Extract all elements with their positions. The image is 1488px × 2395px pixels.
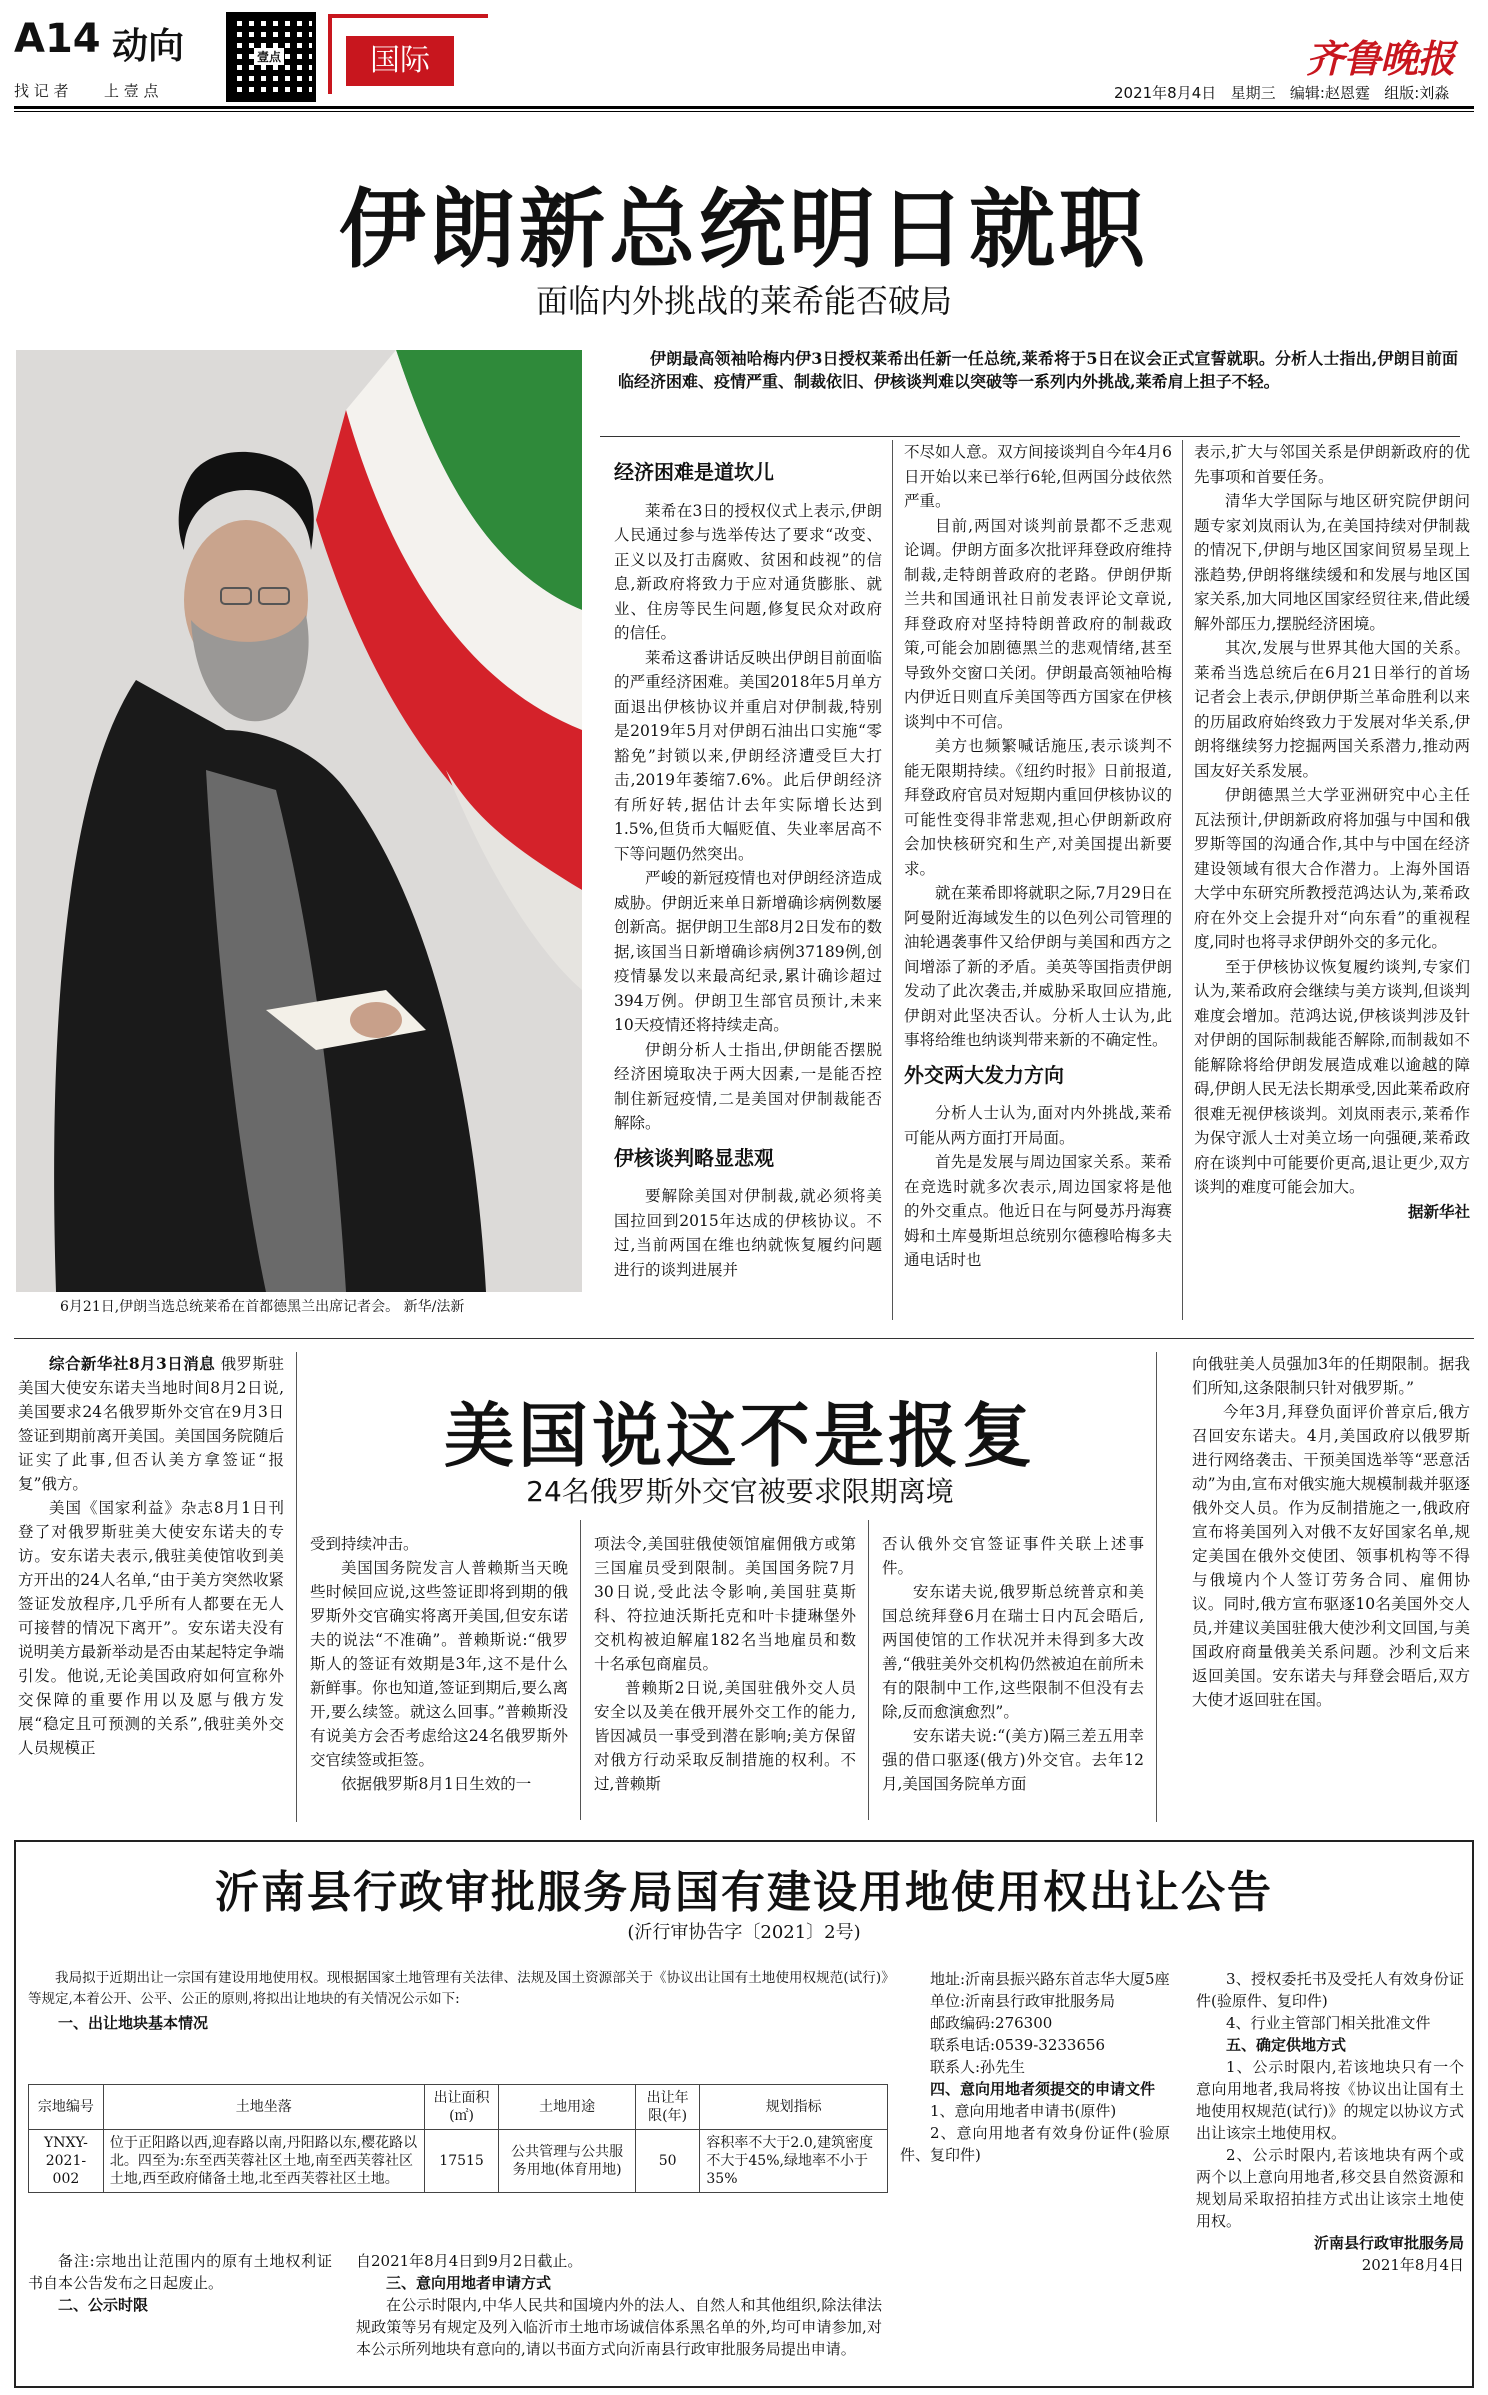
iran-column-2 [904, 440, 1172, 1273]
paragraph: 莱希这番讲话反映出伊朗目前面临的严重经济困难。美国2018年5月单方面退出伊核协议并重启对伊制裁,特别是2019年5月对伊朗石油出口实施“零豁免”封锁以来,伊朗经济遭受巨大打击,2019年萎缩7.6%。此后伊朗经济有所好转,据估计去年实际增长达到1.5%,但货币大幅贬值、失业率居高不下等问题仍然突出。 [614, 648, 882, 863]
subhead-nuclear: 伊核谈判略显悲观 [614, 1145, 774, 1170]
table-cell: 位于正阳路以西,迎春路以南,丹阳路以东,樱花路以北。四至为:东至西芙蓉社区土地,南至西芙蓉社区土地,西至政府储备土地,北至西芙蓉社区土地。 [103, 2130, 424, 2193]
paragraph: 伊朗分析人士指出,伊朗能否摆脱经济困境取决于两大因素,一是能否控制住新冠疫情,二是美国对伊制裁能否解除。 [614, 1040, 882, 1132]
notice-column-1 [28, 1968, 888, 2034]
lead-divider [600, 436, 1460, 437]
notice-item-1: 1、意向用地者申请书(原件) [930, 2102, 1117, 2120]
notice-supply-2: 2、公示时限内,若该地块有两个或两个以上意向用地者,移交县自然资源和规划局采取招拍挂方式出让该宗土地使用权。 [1196, 2146, 1464, 2230]
table-cell: 17515 [424, 2130, 499, 2193]
paragraph: 分析人士认为,面对内外挑战,莱希可能从两方面打开局面。 [904, 1104, 1172, 1147]
notice-address: 地址:沂南县振兴路东首志华大厦5座 [930, 1970, 1170, 1988]
column-divider [892, 440, 893, 1320]
iran-column-3 [1194, 440, 1470, 1224]
paragraph: 其次,发展与世界其他大国的关系。莱希当选总统后在6月21日举行的首场记者会上表示,伊朗伊斯兰革命胜利以来的历届政府始终致力于发展对华关系,伊朗将继续努力挖掘两国关系潜力,推动两国友好关系发展。 [1194, 639, 1470, 780]
paragraph: 伊朗德黑兰大学亚洲研究中心主任瓦法预计,伊朗新政府将加强与中国和俄罗斯等国的沟通合作,其中与中国在经济建设领域有很大合作潜力。上海外国语大学中东研究所教授范鸿达认为,莱希政府在外交上会提升对“向东看”的重视程度,同时也将寻求伊朗外交的多元化。 [1194, 786, 1470, 951]
notice-section-2-text: 自2021年8月4日到9月2日截止。 [356, 2252, 583, 2270]
notice-column-3 [900, 1968, 1170, 2166]
paragraph: 首先是发展与周边国家关系。莱希在竞选时就多次表示,周边国家将是他的外交重点。他近日在与阿曼苏丹海赛姆和土库曼斯坦总统别尔德穆哈梅多夫通电话时也 [904, 1153, 1172, 1269]
table-header: 出让面积(㎡) [424, 2085, 499, 2130]
column-divider [580, 1520, 581, 1820]
notice-intro: 我局拟于近期出让一宗国有建设用地使用权。现根据国家土地管理有关法律、法规及国土资源部关于《协议出让国有土地使用权规范(试行)》等规定,本着公开、公平、公正的原则,将拟出让地块的有关情况公示如下: [28, 1970, 888, 2007]
notice-note: 备注:宗地出让范围内的原有土地权利证书自本公告发布之日起废止。 [28, 2252, 332, 2292]
land-table [28, 2084, 888, 2193]
notice-section-4: 四、意向用地者须提交的申请文件 [930, 2080, 1156, 2098]
paragraph: 美国《国家利益》杂志8月1日刊登了对俄罗斯驻美大使安东诺夫的专访。安东诺夫表示,俄驻美使馆收到美方开出的24人名单,“由于美方突然收紧签证发放程序,几乎所有人都要在无人可接替的情况下离开”。安东诺夫没有说明美方最新举动是否由某起特定争端引发。他说,无论美国政府如何宣称外交保障的重要作用以及愿与俄方发展“稳定且可预测的关系”,俄驻美外交人员规模正 [18, 1499, 284, 1757]
lead-paragraph: 伊朗最高领袖哈梅内伊3日授权莱希出任新一任总统,莱希将于5日在议会正式宣誓就职。分析人士指出,伊朗目前面临经济困难、疫情严重、制裁依旧、伊核谈判难以突破等一系列内外挑战,莱希肩上担子不轻。 [618, 349, 1458, 391]
notice-item-2: 2、意向用地者有效身份证件(验原件、复印件) [900, 2124, 1170, 2164]
russia-column-2 [310, 1532, 568, 1796]
paragraph: 否认俄外交官签证事件关联上述事件。 [882, 1535, 1144, 1577]
paragraph: 今年3月,拜登负面评价普京后,俄方召回安东诺夫。4月,美国政府以俄罗斯进行网络袭击、干预美国选举等“恶意活动”为由,宣布对俄实施大规模制裁并驱逐俄外交人员。作为反制措施之一,俄政府宣布将美国列入对俄不友好国家名单,规定美国在俄外交使团、领事机构等不得与俄境内个人签订劳务合同、雇佣协议。同时,俄方宣布驱逐10名美国外交人员,并建议美国驻俄大使沙利文回国,与美国政府商量俄美关系问题。沙利文后来返回美国。安东诺夫与拜登会晤后,双方大使才返回驻在国。 [1192, 1403, 1470, 1709]
notice-item-4: 4、行业主管部门相关批准文件 [1226, 2014, 1431, 2032]
paragraph: 莱希在3日的授权仪式上表示,伊朗人民通过参与选举传达了要求“改变、正义以及打击腐败、贫困和歧视”的信息,新政府将致力于应对通货膨胀、就业、住房等民生问题,修复民众对政府的信任。 [614, 501, 882, 642]
table-row [29, 2130, 888, 2193]
russia-column-4 [882, 1532, 1144, 1796]
table-cell: 50 [635, 2130, 700, 2193]
headline-us-russia: 美国说这不是报复 [444, 1395, 1036, 1477]
notice-column-4 [1196, 1968, 1464, 2276]
paragraph: 严峻的新冠疫情也对伊朗经济造成威胁。伊朗近来单日新增确诊病例数屡创新高。据伊朗卫生部8月2日发布的数据,该国当日新增确诊病例37189例,创疫情暴发以来最高纪录,累计确诊超过394万例。伊朗卫生部官员预计,未来10天疫情还将持续走高。 [614, 869, 882, 1034]
notice-item-3: 3、授权委托书及受托人有效身份证件(验原件、复印件) [1196, 1970, 1464, 2010]
table-cell: 公共管理与公共服务用地(体育用地) [499, 2130, 635, 2193]
table-header: 土地坐落 [103, 2085, 424, 2130]
paragraph: 普赖斯2日说,美国驻俄外交人员安全以及美在俄开展外交工作的能力,皆因减员一事受到潜在影响;美方保留对俄方行动采取反制措施的权利。不过,普赖斯 [594, 1679, 856, 1793]
subhead-diplomacy: 外交两大发力方向 [904, 1062, 1064, 1087]
date-line [1114, 82, 1449, 103]
notice-section-2: 二、公示时限 [58, 2296, 149, 2314]
editor: 编辑:赵恩霆 [1289, 84, 1370, 102]
masthead-rule [14, 106, 1474, 112]
tagline-left: 找 记 者 [14, 82, 69, 100]
column-divider [1156, 1352, 1157, 1822]
iran-column-1 [614, 450, 882, 1282]
russia-column-5 [1192, 1352, 1470, 1712]
qr-label: 壹点 [254, 48, 284, 65]
notice-phone: 联系电话:0539-3233656 [930, 2036, 1106, 2054]
paragraph: 向俄驻美人员强加3年的任期限制。据我们所知,这条限制只针对俄罗斯。” [1192, 1355, 1470, 1397]
issue-date: 2021年8月4日 [1114, 84, 1217, 102]
notice-unit: 单位:沂南县行政审批服务局 [930, 1992, 1116, 2010]
table-header: 宗地编号 [29, 2085, 104, 2130]
paragraph: 项法令,美国驻俄使领馆雇佣俄方或第三国雇员受到限制。美国国务院7月30日说,受此法令影响,美国驻莫斯科、符拉迪沃斯托克和叶卡捷琳堡外交机构被迫解雇182名当地雇员和数十名承包商雇员。 [594, 1535, 856, 1673]
headline-iran: 伊朗新总统明日就职 [339, 180, 1149, 280]
paragraph: 目前,两国对谈判前景都不乏悲观论调。伊朗方面多次批评拜登政府维持制裁,走特朗普政府的老路。伊朗伊斯兰共和国通讯社日前发表评论文章说,拜登政府对坚持特朗普政府的制裁政策,可能会加剧德黑兰的悲观情绪,甚至导致外交窗口关闭。伊朗最高领袖哈梅内伊近日则直斥美国等西方国家在伊核谈判中不可信。 [904, 516, 1172, 731]
notice-title: 沂南县行政审批服务局国有建设用地使用权出让公告 [215, 1867, 1273, 1918]
paper-logo: 齐鲁晚报 [1306, 36, 1455, 81]
paragraph: 美国国务院发言人普赖斯当天晚些时候回应说,这些签证即将到期的俄罗斯外交官确实将离开美国,但安东诺夫的说法“不准确”。普赖斯说:“俄罗斯人的签证有效期是3年,这不是什么新鲜事。你也知道,签证到期后,要么离开,要么续签。就这么回事。”普赖斯没有说美方会否考虑给这24名俄罗斯外交官续签或拒签。 [310, 1559, 568, 1769]
paragraph: 受到持续冲击。 [310, 1535, 419, 1553]
dateline: 综合新华社8月3日消息 [49, 1354, 216, 1373]
notice-postcode: 邮政编码:276300 [930, 2014, 1053, 2032]
table-cell: 容积率不大于2.0,建筑密度不大于45%,绿地率不小于35% [700, 2130, 888, 2193]
tagline-right: 上 壹 点 [104, 82, 159, 100]
notice-section-3-text: 在公示时限内,中华人民共和国境内外的法人、自然人和其他组织,除法律法规政策等另有规定及列入临沂市土地市场诚信体系黑名单的外,均可申请参加,对本公示所列地块有意向的,请以书面方式向沂南县行政审批服务局提出申请。 [356, 2296, 882, 2358]
page-number: A14 [14, 16, 101, 62]
paragraph: 至于伊核协议恢复履约谈判,专家们认为,莱希政府会继续与美方谈判,但谈判难度会增加。范鸿达说,伊核谈判涉及针对伊朗的国际制裁能否解除,而制裁如不能解除将给伊朗发展造成难以逾越的障碍,伊朗人民无法长期承受,因此莱希政府很难无视伊核谈判。刘岚雨表示,莱希作为保守派人士对美立场一向强硬,莱希政府在谈判中可能要价更高,退让更少,双方谈判的难度可能会加大。 [1194, 957, 1470, 1196]
notice-code: (沂行审协告字〔2021〕2号) [627, 1922, 861, 1943]
column-divider [1182, 440, 1183, 1320]
issue-weekday: 星期三 [1230, 84, 1276, 102]
paragraph: 表示,扩大与邻国关系是伊朗新政府的优先事项和首要任务。 [1194, 443, 1470, 486]
notice-section-1: 一、出让地块基本情况 [58, 2014, 209, 2032]
russia-column-3 [594, 1532, 856, 1796]
table-header: 出让年限(年) [635, 2085, 700, 2130]
notice-signer: 沂南县行政审批服务局 [1313, 2234, 1464, 2252]
channel-tag: 国际 [346, 36, 454, 86]
subheadline-iran: 面临内外挑战的莱希能否破局 [535, 282, 952, 320]
column-divider [296, 1352, 297, 1822]
paragraph: 清华大学国际与地区研究院伊朗问题专家刘岚雨认为,在美国持续对伊制裁的情况下,伊朗与地区国家间贸易呈现上涨趋势,伊朗将继续缓和和发展与地区国家关系,加大同地区国家经贸往来,借此缓解外部压力,摆脱经济困境。 [1194, 492, 1470, 633]
notice-contact: 联系人:孙先生 [930, 2058, 1026, 2076]
paragraph: 安东诺夫说,俄罗斯总统普京和美国总统拜登6月在瑞士日内瓦会晤后,两国使馆的工作状况并未得到多大改善,“俄驻美外交机构仍然被迫在前所未有的限制中工作,这些限制不但没有去除,反而愈演愈烈”。 [882, 1583, 1144, 1721]
paragraph: 综合新华社8月3日消息 俄罗斯驻美国大使安东诺夫当地时间8月2日说,美国要求24名俄罗斯外交官在9月3日签证到期前离开美国。美国国务院随后证实了此事,但否认美方拿签证“报复”俄方。 [18, 1354, 284, 1493]
paragraph: 依据俄罗斯8月1日生效的一 [341, 1775, 532, 1793]
notice-supply-1: 1、公示时限内,若该地块只有一个意向用地者,我局将按《协议出让国有土地使用权规范(试行)》的规定以协议方式出让该宗土地使用权。 [1196, 2058, 1464, 2142]
notice-column-1b [28, 2250, 332, 2316]
russia-column-1 [18, 1352, 284, 1760]
paragraph: 就在莱希即将就职之际,7月29日在阿曼附近海域发生的以色列公司管理的油轮遇袭事件又给伊朗与美国和西方之间增添了新的矛盾。美英等国指责伊朗发动了此次袭击,并威胁采取回应措施,伊朗对此坚决否认。分析人士认为,此事将给维也纳谈判带来新的不确定性。 [904, 884, 1172, 1049]
photo-raisi [16, 350, 582, 1292]
notice-section-3: 三、意向用地者申请方式 [386, 2274, 552, 2292]
table-cell: YNXY-2021-002 [29, 2130, 104, 2193]
paragraph: 不尽如人意。双方间接谈判自今年4月6日开始以来已举行6轮,但两国分歧依然严重。 [904, 443, 1172, 510]
section-divider [14, 1338, 1474, 1339]
byline: 据新华社 [1407, 1202, 1470, 1221]
subhead-economy: 经济困难是道坎儿 [614, 460, 774, 484]
notice-sign-date: 2021年8月4日 [1361, 2256, 1464, 2274]
notice-section-5: 五、确定供地方式 [1226, 2036, 1347, 2054]
notice-column-2 [356, 2250, 882, 2360]
table-header: 土地用途 [499, 2085, 635, 2130]
designer: 组版:刘淼 [1384, 84, 1450, 102]
table-header: 规划指标 [700, 2085, 888, 2130]
subheadline-us-russia: 24名俄罗斯外交官被要求限期离境 [526, 1475, 954, 1508]
column-divider [868, 1520, 869, 1820]
paragraph: 要解除美国对伊制裁,就必须将美国拉回到2015年达成的伊核协议。不过,当前两国在维也纳就恢复履约问题进行的谈判进展并 [614, 1187, 882, 1279]
paragraph: 安东诺夫说:“(美方)隔三差五用幸强的借口驱逐(俄方)外交官。去年12月,美国国务院单方面 [882, 1727, 1144, 1793]
paragraph: 美方也频繁喊话施压,表示谈判不能无限期持续。《纽约时报》日前报道,拜登政府官员对短期内重回伊核协议的可能性变得非常悲观,担心伊朗新政府会加快核研究和生产,对美国提出新要求。 [904, 737, 1172, 878]
photo-caption: 6月21日,伊朗当选总统莱希在首都德黑兰出席记者会。 新华/法新 [60, 1299, 465, 1315]
section-name: 动向 [112, 26, 185, 67]
